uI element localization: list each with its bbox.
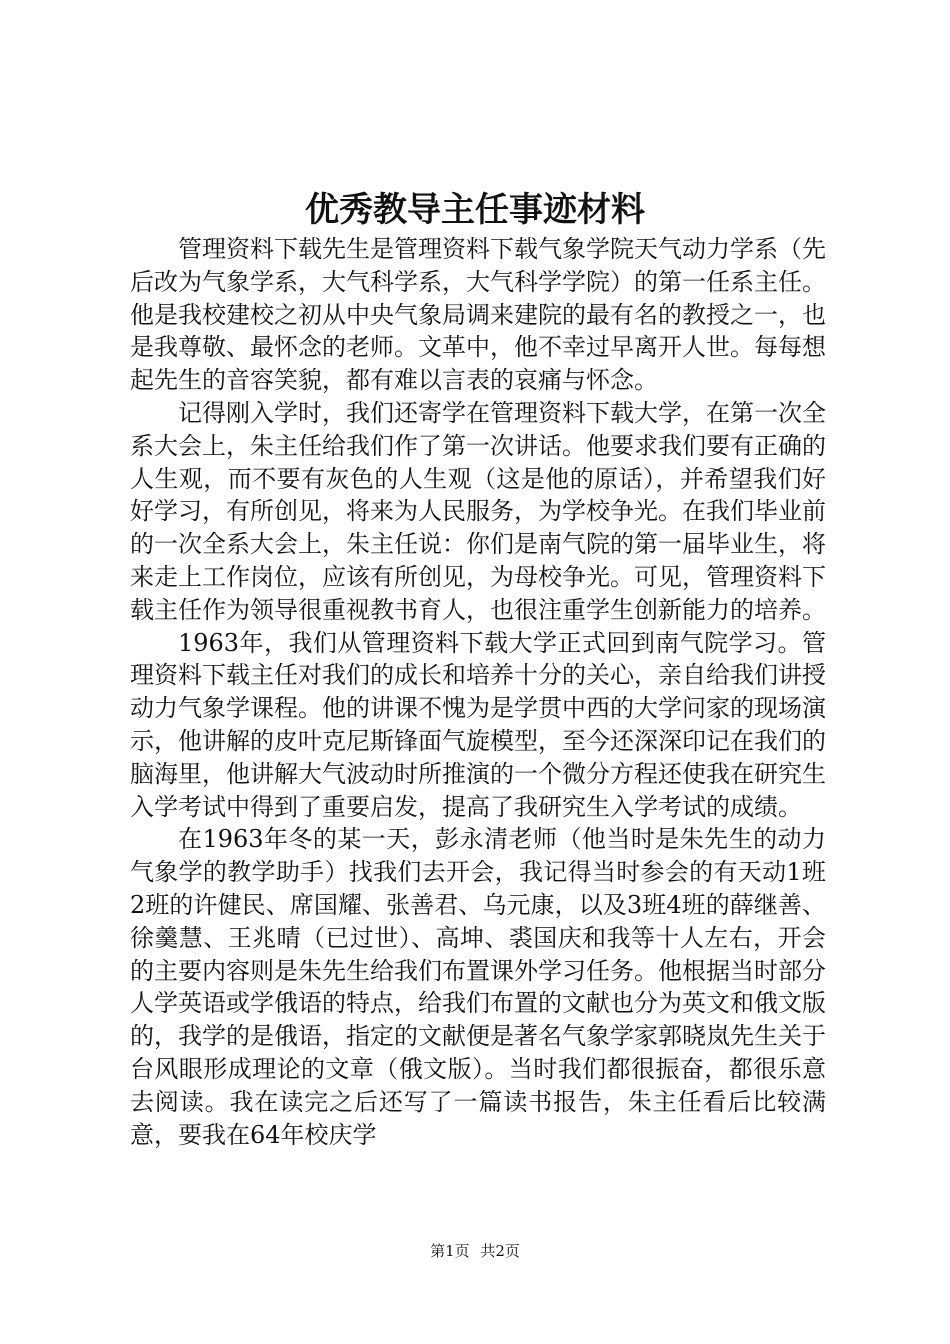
page-number: 第1页 bbox=[430, 1242, 470, 1260]
document-body bbox=[130, 233, 826, 1151]
paragraph-4: 在1963年冬的某一天，彭永清老师（他当时是朱先生的动力气象学的教学助手）找我们去开会，我记得当时参会的有天动1班2班的许健民、席国耀、张善君、乌元康，以及3班4班的薛继善、徐羹慧、王兆晴（已过世）、高坤、裘国庆和我等十人左右，开会的主要内容则是朱先生给我们布置课外学习任务。他根据当时部分人学英语或学俄语的特点，给我们布置的文献也分为英文和俄文版的，我学的是俄语，指定的文献便是著名气象学家郭晓岚先生关于台风眼形成理论的文章（俄文版）。当时我们都很振奋，都很乐意去阅读。我在读完之后还写了一篇读书报告，朱主任看后比较满意，要我在64年校庆学 bbox=[130, 825, 826, 1149]
document-title: 优秀教导主任事迹材料 bbox=[305, 190, 645, 230]
paragraph-2: 记得刚入学时，我们还寄学在管理资料下载大学，在第一次全系大会上，朱主任给我们作了第一次讲话。他要求我们要有正确的人生观，而不要有灰色的人生观（这是他的原话），并希望我们好好学习，有所创见，将来为人民服务，为学校争光。在我们毕业前的一次全系大会上，朱主任说：你们是南气院的第一届毕业生，将来走上工作岗位，应该有所创见，为母校争光。可见，管理资料下载主任作为领导很重视教书育人，也很注重学生创新能力的培养。 bbox=[130, 398, 826, 624]
page-total: 共2页 bbox=[480, 1242, 520, 1260]
paragraph-3: 1963年，我们从管理资料下载大学正式回到南气院学习。管理资料下载主任对我们的成长和培养十分的关心，亲自给我们讲授动力气象学课程。他的讲课不愧为是学贯中西的大学问家的现场演示，他讲解的皮叶克尼斯锋面气旋模型，至今还深深印记在我们的脑海里，他讲解大气波动时所推演的一个微分方程还使我在研究生入学考试中得到了重要启发，提高了我研究生入学考试的成绩。 bbox=[130, 628, 826, 821]
page-footer bbox=[0, 1241, 950, 1261]
paragraph-1: 管理资料下载先生是管理资料下载气象学院天气动力学系（先后改为气象学系，大气科学系，大气科学学院）的第一任系主任。他是我校建校之初从中央气象局调来建院的最有名的教授之一，也是我尊敬、最怀念的老师。文革中，他不幸过早离开人世。每每想起先生的音容笑貌，都有难以言表的哀痛与怀念。 bbox=[130, 235, 826, 395]
